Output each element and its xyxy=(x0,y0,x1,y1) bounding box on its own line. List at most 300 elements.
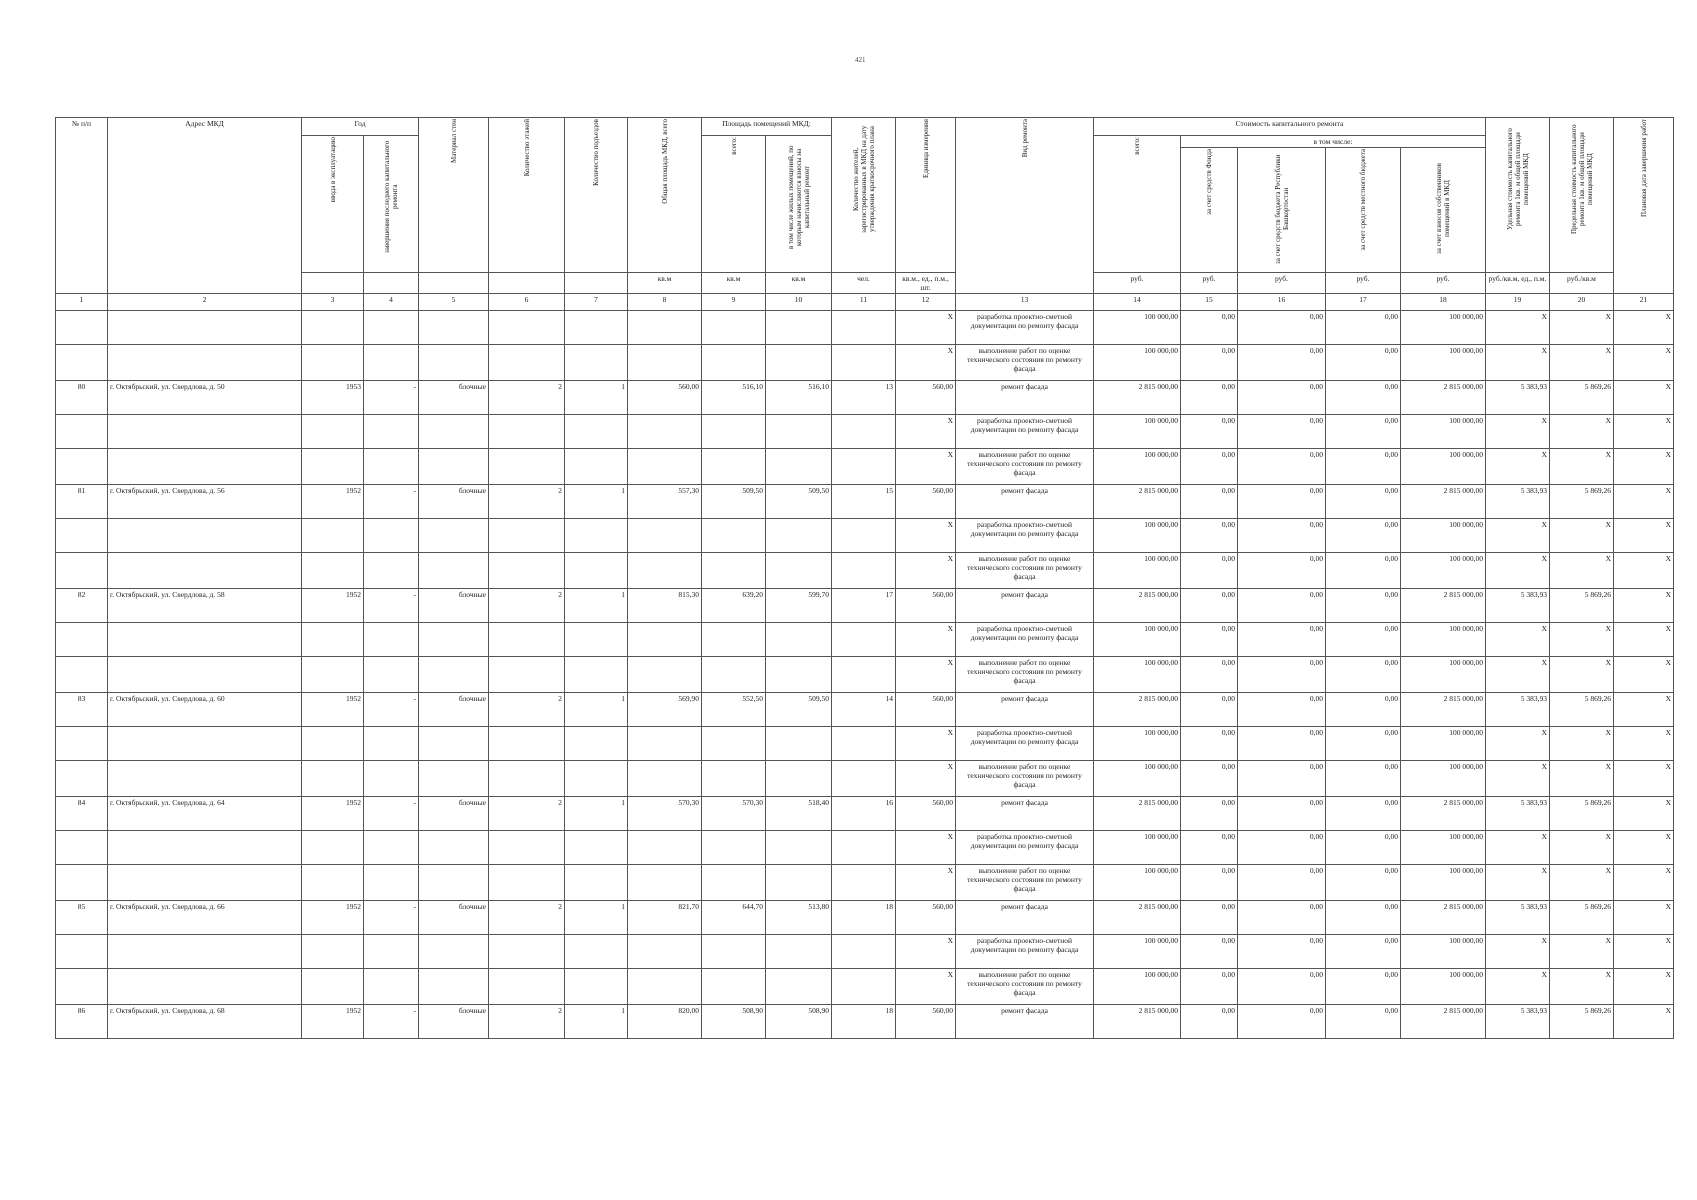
cell-cost-fund: 0,00 xyxy=(1181,935,1238,969)
cell-year-commission xyxy=(302,657,364,693)
cell-cost-owners: 100 000,00 xyxy=(1401,831,1486,865)
cell-address xyxy=(108,623,302,657)
cell-premises-total xyxy=(702,311,766,345)
cell-cost-local: 0,00 xyxy=(1326,935,1401,969)
unit-rub-per-sqm: руб./кв.м xyxy=(1550,273,1614,294)
cell-cost-owners: 2 815 000,00 xyxy=(1401,485,1486,519)
cell-cost-local: 0,00 xyxy=(1326,311,1401,345)
cell-floors: 2 xyxy=(489,901,565,935)
cell-max-cost: 5 869,26 xyxy=(1550,693,1614,727)
cell-deadline: X xyxy=(1614,657,1674,693)
column-number: 20 xyxy=(1550,294,1614,311)
column-number: 1 xyxy=(56,294,108,311)
cell-year-last-repair xyxy=(364,657,419,693)
cell-row-num: 86 xyxy=(56,1005,108,1039)
cell-cost-republic: 0,00 xyxy=(1238,623,1326,657)
column-number: 11 xyxy=(832,294,896,311)
cell-wall-material xyxy=(419,553,489,589)
cell-total-area xyxy=(628,761,702,797)
cell-wall-material xyxy=(419,415,489,449)
cell-cost-republic: 0,00 xyxy=(1238,831,1326,865)
cell-premises-paying: 599,70 xyxy=(766,589,832,623)
cell-residents: 16 xyxy=(832,797,896,831)
cell-unit: X xyxy=(896,623,956,657)
table-row xyxy=(56,553,1674,589)
cell-year-last-repair xyxy=(364,727,419,761)
cell-residents: 14 xyxy=(832,693,896,727)
cell-year-last-repair: - xyxy=(364,693,419,727)
column-number: 10 xyxy=(766,294,832,311)
cell-premises-paying: 508,90 xyxy=(766,1005,832,1039)
column-number: 4 xyxy=(364,294,419,311)
cell-premises-paying xyxy=(766,415,832,449)
cell-unit: X xyxy=(896,519,956,553)
header-year-commission: ввода в эксплуатацию xyxy=(302,136,364,273)
cell-entrances xyxy=(565,519,628,553)
cell-premises-total: 516,10 xyxy=(702,381,766,415)
cell-wall-material: блочные xyxy=(419,693,489,727)
cell-premises-total: 570,30 xyxy=(702,797,766,831)
cell-unit-cost: 5 383,93 xyxy=(1486,901,1550,935)
cell-floors xyxy=(489,831,565,865)
cell-year-last-repair xyxy=(364,761,419,797)
cell-work-type: разработка проектно-сметной документации по ремонту фасада xyxy=(956,519,1094,553)
cell-premises-paying: 516,10 xyxy=(766,381,832,415)
cell-premises-paying xyxy=(766,831,832,865)
cell-address: г. Октябрьский, ул. Свердлова, д. 50 xyxy=(108,381,302,415)
cell-unit: X xyxy=(896,935,956,969)
cell-work-type: выполнение работ по оценке технического состояния по ремонту фасада xyxy=(956,553,1094,589)
header-cost-local: за счет средств местного бюджета xyxy=(1326,148,1401,273)
cell-work-type: выполнение работ по оценке технического состояния по ремонту фасада xyxy=(956,657,1094,693)
cell-total-area: 570,30 xyxy=(628,797,702,831)
cell-max-cost: X xyxy=(1550,865,1614,901)
header-num: № п/п xyxy=(56,118,108,294)
cell-deadline: X xyxy=(1614,381,1674,415)
cell-entrances xyxy=(565,345,628,381)
cell-year-commission xyxy=(302,415,364,449)
cell-premises-total xyxy=(702,831,766,865)
cell-deadline: X xyxy=(1614,935,1674,969)
column-number: 19 xyxy=(1486,294,1550,311)
cell-cost-republic: 0,00 xyxy=(1238,589,1326,623)
cell-premises-total xyxy=(702,727,766,761)
cell-unit: X xyxy=(896,553,956,589)
cell-cost-owners: 100 000,00 xyxy=(1401,865,1486,901)
cell-total-area xyxy=(628,449,702,485)
cell-work-type: ремонт фасада xyxy=(956,797,1094,831)
cell-cost-owners: 2 815 000,00 xyxy=(1401,381,1486,415)
cell-year-last-repair xyxy=(364,553,419,589)
cell-residents: 13 xyxy=(832,381,896,415)
cell-entrances: 1 xyxy=(565,693,628,727)
cell-cost-fund: 0,00 xyxy=(1181,449,1238,485)
cell-address xyxy=(108,727,302,761)
cell-cost-total: 2 815 000,00 xyxy=(1094,797,1181,831)
cell-unit-cost: X xyxy=(1486,623,1550,657)
cell-cost-total: 100 000,00 xyxy=(1094,449,1181,485)
cell-year-commission xyxy=(302,623,364,657)
cell-deadline: X xyxy=(1614,865,1674,901)
cell-row-num xyxy=(56,761,108,797)
header-cost-owners: за счет взносов собственников помещений в МКД xyxy=(1401,148,1486,273)
unit-area: кв.м xyxy=(628,273,702,294)
cell-floors: 2 xyxy=(489,1005,565,1039)
cell-unit-cost: X xyxy=(1486,935,1550,969)
cell-deadline: X xyxy=(1614,761,1674,797)
cell-total-area xyxy=(628,415,702,449)
cell-wall-material: блочные xyxy=(419,381,489,415)
column-number: 8 xyxy=(628,294,702,311)
cell-residents xyxy=(832,449,896,485)
cell-cost-total: 100 000,00 xyxy=(1094,831,1181,865)
cell-cost-total: 2 815 000,00 xyxy=(1094,381,1181,415)
cell-residents xyxy=(832,969,896,1005)
column-number: 2 xyxy=(108,294,302,311)
table-header xyxy=(56,118,1674,311)
cell-cost-owners: 2 815 000,00 xyxy=(1401,693,1486,727)
cell-work-type: ремонт фасада xyxy=(956,1005,1094,1039)
cell-cost-local: 0,00 xyxy=(1326,415,1401,449)
table-row xyxy=(56,797,1674,831)
cell-cost-fund: 0,00 xyxy=(1181,657,1238,693)
cell-floors xyxy=(489,311,565,345)
cell-residents xyxy=(832,415,896,449)
cell-cost-owners: 100 000,00 xyxy=(1401,657,1486,693)
cell-cost-local: 0,00 xyxy=(1326,761,1401,797)
cell-wall-material xyxy=(419,865,489,901)
cell-residents xyxy=(832,831,896,865)
cell-cost-total: 2 815 000,00 xyxy=(1094,693,1181,727)
cell-premises-total xyxy=(702,553,766,589)
cell-work-type: ремонт фасада xyxy=(956,381,1094,415)
cell-floors xyxy=(489,519,565,553)
unit-empty xyxy=(364,273,419,294)
cell-cost-republic: 0,00 xyxy=(1238,727,1326,761)
cell-deadline: X xyxy=(1614,485,1674,519)
cell-cost-local: 0,00 xyxy=(1326,657,1401,693)
cell-cost-total: 100 000,00 xyxy=(1094,519,1181,553)
cell-year-commission xyxy=(302,553,364,589)
cell-total-area xyxy=(628,727,702,761)
cell-cost-republic: 0,00 xyxy=(1238,693,1326,727)
cell-cost-local: 0,00 xyxy=(1326,1005,1401,1039)
cell-premises-paying xyxy=(766,727,832,761)
cell-year-last-repair xyxy=(364,311,419,345)
cell-cost-total: 100 000,00 xyxy=(1094,865,1181,901)
cell-unit: 560,00 xyxy=(896,381,956,415)
cell-row-num xyxy=(56,345,108,381)
cell-max-cost: 5 869,26 xyxy=(1550,797,1614,831)
cell-cost-fund: 0,00 xyxy=(1181,761,1238,797)
cell-year-commission: 1953 xyxy=(302,381,364,415)
cell-address xyxy=(108,449,302,485)
cell-year-last-repair xyxy=(364,345,419,381)
cell-max-cost: X xyxy=(1550,657,1614,693)
cell-unit-cost: 5 383,93 xyxy=(1486,797,1550,831)
cell-year-commission: 1952 xyxy=(302,589,364,623)
cell-floors: 2 xyxy=(489,589,565,623)
cell-work-type: ремонт фасада xyxy=(956,589,1094,623)
cell-cost-fund: 0,00 xyxy=(1181,831,1238,865)
cell-wall-material xyxy=(419,345,489,381)
cell-row-num xyxy=(56,831,108,865)
cell-work-type: разработка проектно-сметной документации по ремонту фасада xyxy=(956,311,1094,345)
cell-cost-fund: 0,00 xyxy=(1181,1005,1238,1039)
cell-cost-total: 100 000,00 xyxy=(1094,553,1181,589)
cell-unit-cost: X xyxy=(1486,519,1550,553)
cell-deadline: X xyxy=(1614,797,1674,831)
header-deadline: Плановая дата завершения работ xyxy=(1614,118,1674,294)
unit-empty xyxy=(565,273,628,294)
cell-wall-material xyxy=(419,831,489,865)
cell-cost-total: 100 000,00 xyxy=(1094,415,1181,449)
cell-total-area: 569,90 xyxy=(628,693,702,727)
capital-repair-table xyxy=(55,117,1674,1039)
table-row xyxy=(56,935,1674,969)
cell-residents: 18 xyxy=(832,1005,896,1039)
cell-floors xyxy=(489,865,565,901)
cell-unit-cost: 5 383,93 xyxy=(1486,589,1550,623)
table-row xyxy=(56,727,1674,761)
column-number: 6 xyxy=(489,294,565,311)
cell-premises-total: 644,70 xyxy=(702,901,766,935)
unit-empty xyxy=(419,273,489,294)
unit-measure: кв.м., ед., п.м., шт. xyxy=(896,273,956,294)
cell-entrances xyxy=(565,831,628,865)
cell-total-area: 560,00 xyxy=(628,381,702,415)
cell-premises-total xyxy=(702,415,766,449)
cell-deadline: X xyxy=(1614,901,1674,935)
cell-year-last-repair: - xyxy=(364,797,419,831)
cell-entrances xyxy=(565,969,628,1005)
cell-address: г. Октябрьский, ул. Свердлова, д. 66 xyxy=(108,901,302,935)
cell-premises-paying xyxy=(766,935,832,969)
cell-deadline: X xyxy=(1614,969,1674,1005)
cell-residents: 18 xyxy=(832,901,896,935)
cell-entrances xyxy=(565,311,628,345)
column-number: 9 xyxy=(702,294,766,311)
cell-work-type: разработка проектно-сметной документации по ремонту фасада xyxy=(956,727,1094,761)
cell-cost-republic: 0,00 xyxy=(1238,485,1326,519)
cell-year-commission xyxy=(302,865,364,901)
cell-row-num xyxy=(56,449,108,485)
cell-residents xyxy=(832,761,896,797)
cell-entrances: 1 xyxy=(565,381,628,415)
cell-total-area xyxy=(628,345,702,381)
cell-unit-cost: 5 383,93 xyxy=(1486,381,1550,415)
cell-deadline: X xyxy=(1614,693,1674,727)
header-cost-republic: за счет средств бюджета Республики Башкортостан xyxy=(1238,148,1326,273)
cell-row-num xyxy=(56,623,108,657)
cell-residents xyxy=(832,345,896,381)
cell-year-commission xyxy=(302,519,364,553)
cell-row-num xyxy=(56,727,108,761)
cell-row-num xyxy=(56,553,108,589)
cell-row-num xyxy=(56,935,108,969)
table-row xyxy=(56,1005,1674,1039)
cell-unit: X xyxy=(896,831,956,865)
header-year-group: Год xyxy=(302,118,419,136)
cell-year-last-repair xyxy=(364,415,419,449)
column-number: 21 xyxy=(1614,294,1674,311)
cell-floors xyxy=(489,553,565,589)
table-row xyxy=(56,485,1674,519)
cell-work-type: разработка проектно-сметной документации по ремонту фасада xyxy=(956,935,1094,969)
cell-floors xyxy=(489,345,565,381)
cell-residents xyxy=(832,727,896,761)
cell-total-area xyxy=(628,519,702,553)
cell-cost-fund: 0,00 xyxy=(1181,553,1238,589)
header-address: Адрес МКД xyxy=(108,118,302,294)
cell-floors xyxy=(489,657,565,693)
cell-year-last-repair: - xyxy=(364,589,419,623)
cell-unit: 560,00 xyxy=(896,485,956,519)
cell-cost-local: 0,00 xyxy=(1326,901,1401,935)
cell-premises-total: 508,90 xyxy=(702,1005,766,1039)
cell-cost-local: 0,00 xyxy=(1326,519,1401,553)
header-entrances: Количество подъездов xyxy=(565,118,628,273)
cell-residents xyxy=(832,657,896,693)
header-wall-material: Материал стен xyxy=(419,118,489,273)
cell-floors xyxy=(489,623,565,657)
cell-address xyxy=(108,657,302,693)
cell-premises-total xyxy=(702,345,766,381)
cell-cost-total: 100 000,00 xyxy=(1094,969,1181,1005)
cell-premises-total xyxy=(702,657,766,693)
cell-floors: 2 xyxy=(489,693,565,727)
cell-premises-paying: 518,40 xyxy=(766,797,832,831)
cell-cost-fund: 0,00 xyxy=(1181,589,1238,623)
cell-cost-owners: 100 000,00 xyxy=(1401,727,1486,761)
cell-deadline: X xyxy=(1614,553,1674,589)
cell-cost-republic: 0,00 xyxy=(1238,901,1326,935)
table-row xyxy=(56,311,1674,345)
cell-address xyxy=(108,761,302,797)
cell-row-num xyxy=(56,519,108,553)
cell-cost-owners: 100 000,00 xyxy=(1401,761,1486,797)
cell-max-cost: 5 869,26 xyxy=(1550,901,1614,935)
cell-cost-fund: 0,00 xyxy=(1181,381,1238,415)
cell-unit: 560,00 xyxy=(896,901,956,935)
cell-wall-material xyxy=(419,519,489,553)
cell-address xyxy=(108,519,302,553)
cell-premises-total xyxy=(702,865,766,901)
cell-cost-owners: 100 000,00 xyxy=(1401,969,1486,1005)
cell-cost-local: 0,00 xyxy=(1326,865,1401,901)
cell-deadline: X xyxy=(1614,727,1674,761)
cell-cost-owners: 100 000,00 xyxy=(1401,623,1486,657)
cell-year-commission xyxy=(302,935,364,969)
cell-cost-fund: 0,00 xyxy=(1181,865,1238,901)
cell-cost-fund: 0,00 xyxy=(1181,519,1238,553)
cell-wall-material: блочные xyxy=(419,589,489,623)
column-numbers-row xyxy=(56,294,1674,311)
cell-cost-republic: 0,00 xyxy=(1238,415,1326,449)
cell-cost-total: 100 000,00 xyxy=(1094,623,1181,657)
cell-row-num xyxy=(56,311,108,345)
cell-row-num xyxy=(56,657,108,693)
cell-year-last-repair xyxy=(364,865,419,901)
cell-cost-owners: 2 815 000,00 xyxy=(1401,797,1486,831)
column-number: 18 xyxy=(1401,294,1486,311)
cell-premises-paying: 513,80 xyxy=(766,901,832,935)
header-unit-cost: Удельная стоимость капитального ремонта 1кв. м общей площади помещений МКД xyxy=(1486,118,1550,273)
cell-wall-material xyxy=(419,449,489,485)
cell-floors: 2 xyxy=(489,797,565,831)
cell-cost-total: 100 000,00 xyxy=(1094,657,1181,693)
cell-work-type: ремонт фасада xyxy=(956,901,1094,935)
cell-cost-total: 2 815 000,00 xyxy=(1094,485,1181,519)
cell-unit: X xyxy=(896,415,956,449)
cell-premises-total xyxy=(702,449,766,485)
cell-year-commission xyxy=(302,969,364,1005)
cell-wall-material xyxy=(419,311,489,345)
unit-empty xyxy=(302,273,364,294)
table-row xyxy=(56,693,1674,727)
cell-work-type: ремонт фасада xyxy=(956,485,1094,519)
cell-entrances xyxy=(565,623,628,657)
cell-address xyxy=(108,865,302,901)
cell-premises-paying xyxy=(766,761,832,797)
cell-cost-fund: 0,00 xyxy=(1181,485,1238,519)
cell-entrances xyxy=(565,657,628,693)
cell-premises-paying xyxy=(766,623,832,657)
cell-max-cost: X xyxy=(1550,761,1614,797)
cell-year-commission xyxy=(302,831,364,865)
table-row xyxy=(56,449,1674,485)
cell-unit: X xyxy=(896,449,956,485)
cell-cost-local: 0,00 xyxy=(1326,589,1401,623)
cell-entrances xyxy=(565,935,628,969)
page-number: 421 xyxy=(855,56,866,64)
cell-premises-paying: 509,50 xyxy=(766,693,832,727)
cell-residents xyxy=(832,519,896,553)
cell-cost-local: 0,00 xyxy=(1326,485,1401,519)
cell-wall-material xyxy=(419,623,489,657)
cell-cost-local: 0,00 xyxy=(1326,797,1401,831)
cell-residents xyxy=(832,865,896,901)
cell-unit-cost: X xyxy=(1486,415,1550,449)
cell-address xyxy=(108,935,302,969)
cell-cost-local: 0,00 xyxy=(1326,381,1401,415)
cell-premises-total: 552,50 xyxy=(702,693,766,727)
unit-rub: руб. xyxy=(1094,273,1181,294)
cell-unit-cost: X xyxy=(1486,553,1550,589)
cell-cost-owners: 100 000,00 xyxy=(1401,519,1486,553)
cell-max-cost: X xyxy=(1550,623,1614,657)
cell-unit-cost: X xyxy=(1486,969,1550,1005)
unit-area: кв.м xyxy=(766,273,832,294)
cell-floors xyxy=(489,761,565,797)
cell-cost-republic: 0,00 xyxy=(1238,935,1326,969)
cell-entrances xyxy=(565,415,628,449)
cell-premises-paying xyxy=(766,969,832,1005)
cell-cost-fund: 0,00 xyxy=(1181,311,1238,345)
cell-cost-owners: 100 000,00 xyxy=(1401,449,1486,485)
cell-work-type: выполнение работ по оценке технического состояния по ремонту фасада xyxy=(956,865,1094,901)
cell-cost-local: 0,00 xyxy=(1326,831,1401,865)
cell-unit: X xyxy=(896,657,956,693)
cell-entrances: 1 xyxy=(565,1005,628,1039)
cell-unit-cost: X xyxy=(1486,345,1550,381)
cell-premises-total xyxy=(702,761,766,797)
cell-deadline: X xyxy=(1614,449,1674,485)
unit-area: кв.м xyxy=(702,273,766,294)
cell-work-type: разработка проектно-сметной документации по ремонту фасада xyxy=(956,623,1094,657)
cell-premises-total xyxy=(702,519,766,553)
cell-cost-total: 2 815 000,00 xyxy=(1094,589,1181,623)
